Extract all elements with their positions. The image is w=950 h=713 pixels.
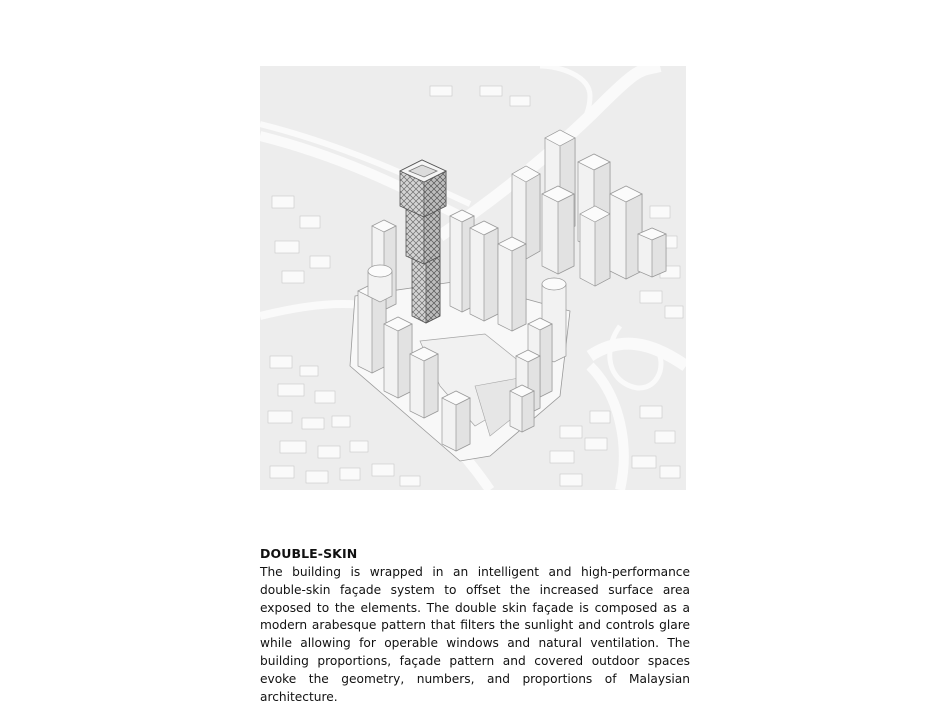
caption-title: DOUBLE-SKIN — [260, 546, 358, 561]
caption-body: The building is wrapped in an intelligent and high-performance double-skin façade system to offset the increased surface area exposed to the elements. The double skin façade is composed as a modern arabesque pattern that filters the sunlight and controls glare while allowing for operable windows and natural ventilation. The building proportions, façade pattern and covered outdoor spaces evoke the geometry, numbers, and proportions of Malaysian architecture. — [260, 565, 690, 704]
site-axonometric-diagram — [260, 66, 686, 490]
caption-block — [260, 546, 690, 706]
